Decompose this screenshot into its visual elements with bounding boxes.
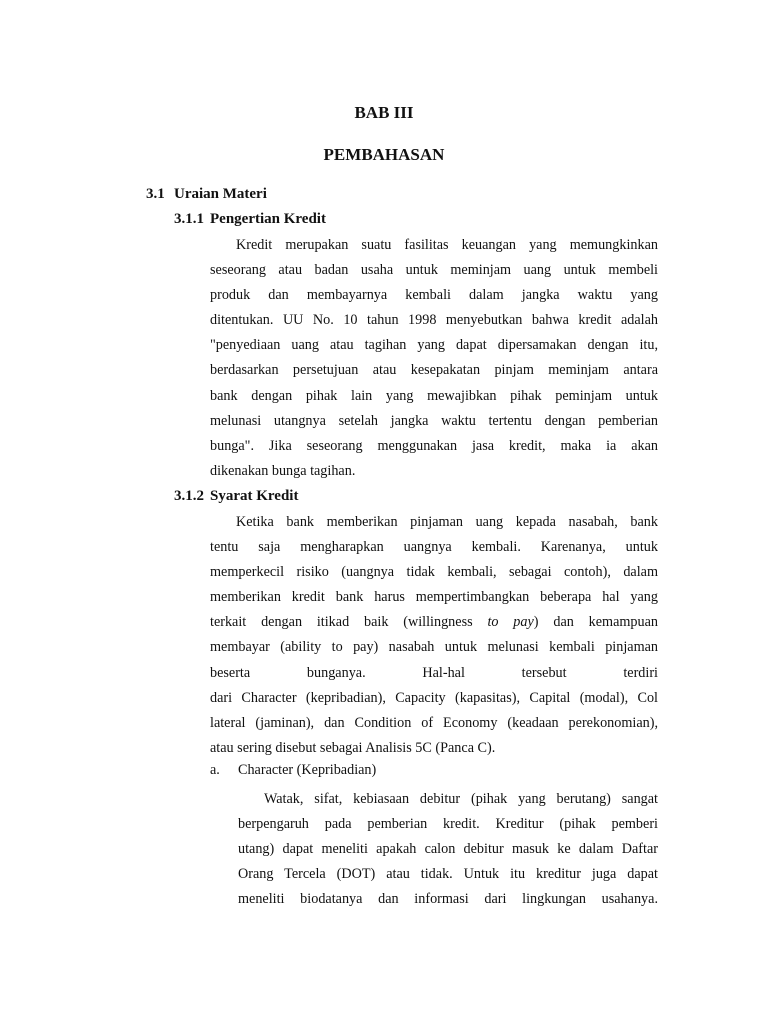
text-line: Watak, sifat, kebiasaan debitur (pihak yang berutang) sangat	[264, 791, 658, 807]
subsection-title-1: Pengertian Kredit	[210, 211, 326, 227]
text-segment: ) dan kemampuan	[533, 614, 658, 631]
text-line: dari Character (kepribadian), Capacity (kapasitas), Capital (modal), Col	[210, 689, 658, 706]
text-line: dikenakan bunga tagihan.	[210, 462, 356, 479]
text-line: berdasarkan persetujuan atau kesepakatan pinjam meminjam antara	[210, 362, 658, 379]
subsection-title-2: Syarat Kredit	[210, 488, 299, 504]
text-line: utang) dapat meneliti apakah calon debitur masuk ke dalam Daftar	[238, 841, 658, 858]
text-line: produk dan membayarnya kembali dalam jangka waktu yang	[210, 287, 658, 304]
text-line: melunasi utangnya setelah jangka waktu tertentu dengan pemberian	[210, 412, 658, 429]
italic-term: to pay	[487, 614, 534, 631]
chapter-title: PEMBAHASAN	[323, 145, 445, 164]
section-title: Uraian Materi	[174, 186, 267, 202]
text-line: ditentukan. UU No. 10 tahun 1998 menyebutkan bahwa kredit adalah	[210, 312, 658, 329]
list-marker: a.	[210, 762, 220, 778]
paragraph-syarat-kredit	[210, 510, 658, 761]
subsection-heading-1	[174, 211, 326, 228]
text-line: Kredit merupakan suatu fasilitas keuangan yang memungkinkan	[236, 237, 658, 253]
text-line: bunga". Jika seseorang menggunakan jasa kredit, maka ia akan	[210, 437, 658, 454]
chapter-number: BAB III	[354, 103, 414, 122]
text-line: Ketika bank memberikan pinjaman uang kepada nasabah, bank	[236, 514, 658, 530]
text-line: Orang Tercela (DOT) atau tidak. Untuk itu kreditur juga dapat	[238, 866, 658, 883]
text-line: tentu saja mengharapkan uangnya kembali. Karenanya, untuk	[210, 539, 658, 556]
list-item-title: Character (Kepribadian)	[238, 762, 377, 778]
text-line: memberikan kredit bank harus mempertimbangkan beberapa hal yang	[210, 589, 658, 606]
text-segment: terkait dengan itikad baik (willingness	[210, 614, 488, 631]
subsection-heading-2	[174, 488, 298, 505]
paragraph-pengertian-kredit	[210, 233, 658, 484]
text-line: "penyediaan uang atau tagihan yang dapat dipersamakan dengan itu,	[210, 337, 658, 354]
text-line: atau sering disebut sebagai Analisis 5C (Panca C).	[210, 739, 496, 756]
text-line: lateral (jaminan), dan Condition of Economy (keadaan perekonomian),	[210, 714, 658, 731]
section-number: 3.1	[146, 186, 165, 202]
list-item-a-heading	[210, 762, 376, 779]
text-line: meneliti biodatanya dan informasi dari lingkungan usahanya.	[238, 891, 658, 908]
text-line: berpengaruh pada pemberian kredit. Kreditur (pihak pemberi	[238, 816, 658, 833]
text-line: seseorang atau badan usaha untuk meminjam uang untuk membeli	[210, 262, 658, 279]
subsection-number-1: 3.1.1	[174, 211, 204, 227]
paragraph-character	[238, 787, 658, 912]
subsection-number-2: 3.1.2	[174, 488, 204, 504]
text-line-italic-mixed	[210, 610, 658, 635]
text-line: memperkecil risiko (uangnya tidak kembali, sebagai contoh), dalam	[210, 564, 658, 581]
section-heading	[146, 186, 267, 203]
text-line: beserta bunganya. Hal-hal tersebut terdiri	[210, 664, 658, 681]
text-line: bank dengan pihak lain yang mewajibkan pihak peminjam untuk	[210, 387, 658, 404]
text-line: membayar (ability to pay) nasabah untuk melunasi kembali pinjaman	[210, 639, 658, 656]
